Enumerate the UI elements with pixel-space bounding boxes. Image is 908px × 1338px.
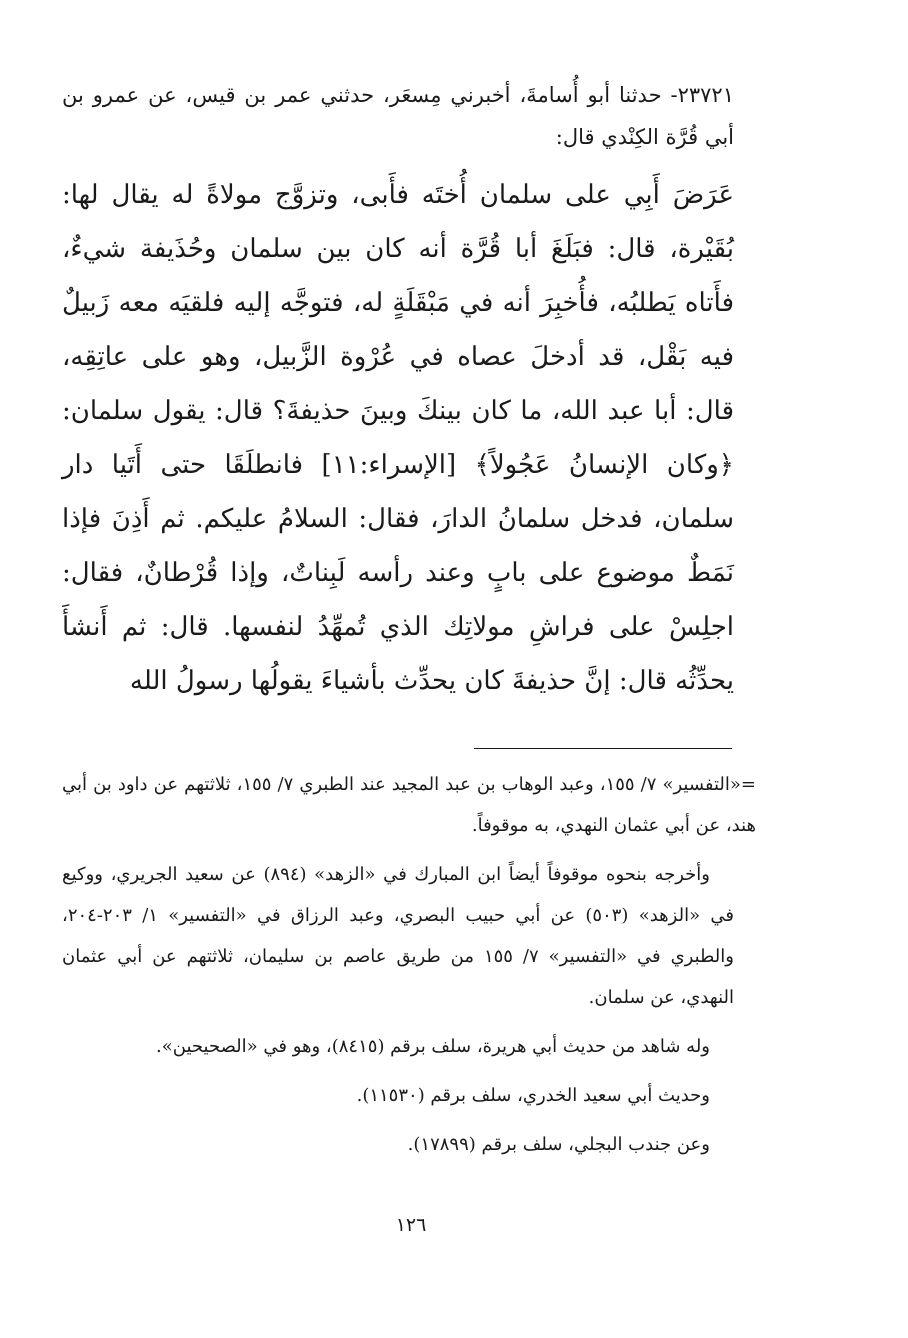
footnote-paragraph: وأخرجه بنحوه موقوفاً أيضاً ابن المبارك في «الزهد» (٨٩٤) عن سعيد الجريري، ووكيع في «الزهد» (٥٠٣) عن أبي حبيب البصري، وعبد الرزاق في «التفسير» ١/ ٢٠٣-٢٠٤، والطبري في «التفسير» ٧/ ١٥٥ من طريق عاصم بن سليمان، ثلاثتهم عن أبي عثمان النهدي، عن سلمان. — [62, 864, 734, 1008]
hadith-matn: عَرَضَ أَبِي على سلمان أُختَه فأَبى، وتزوَّج مولاةً له يقال لها: بُقَيْرة، قال: فبَلَغَ أبا قُرَّة أنه كان بين سلمان وحُذَيفة شيءٌ، فأَتاه يَطلبُه، فأُخبِرَ أنه في مَبْقَلَةٍ له، فتوجَّه إليه فلقيَه معه زَبيلٌ فيه بَقْل، قد أدخلَ عصاه في عُرْوة الزَّبيل، وهو على عاتِقِه، قال: أبا عبد الله، ما كان بينكَ وبينَ حذيفةَ؟ قال: يقول سلمان: ﴿وكان الإنسانُ عَجُولاً﴾ [الإسراء:١١] فانطلَقَا حتى أَتَيا دار سلمان، فدخل سلمانُ الدارَ، فقال: السلامُ عليكم. ثم أَذِنَ فإذا نَمَطٌ موضوع على بابٍ وعند رأسه لَبِناتٌ، وإذا قُرْطانٌ، فقال: اجلِسْ على فراشِ مولاتِك الذي تُمهِّدُ لنفسها. قال: ثم أَنشأَ يحدِّثُه قال: إنَّ حذيفةَ كان يحدِّث بأشياءَ يقولُها رسولُ الله — [62, 180, 734, 696]
footnote-continuation: =«التفسير» ٧/ ١٥٥، وعبد الوهاب بن عبد المجيد عند الطبري ٧/ ١٥٥، ثلاثتهم عن داود بن أبي هند، عن أبي عثمان النهدي، به موقوفاً. — [62, 774, 756, 836]
footnote-paragraph: وحديث أبي سعيد الخدري، سلف برقم (١١٥٣٠). — [356, 1085, 710, 1106]
footnote-separator — [474, 748, 732, 749]
hadith-isnad: ٢٣٧٢١- حدثنا أبو أُسامةَ، أخبرني مِسعَر، حدثني عمر بن قيس، عن عمرو بن أبي قُرَّة الكِنْدي قال: — [62, 83, 734, 149]
footnote-paragraph: وله شاهد من حديث أبي هريرة، سلف برقم (٨٤١٥)، وهو في «الصحيحين». — [156, 1036, 710, 1057]
footnotes — [62, 764, 756, 1173]
footnote-paragraph: وعن جندب البجلي، سلف برقم (١٧٨٩٩). — [407, 1134, 710, 1155]
page-number: ١٢٦ — [395, 1214, 427, 1236]
